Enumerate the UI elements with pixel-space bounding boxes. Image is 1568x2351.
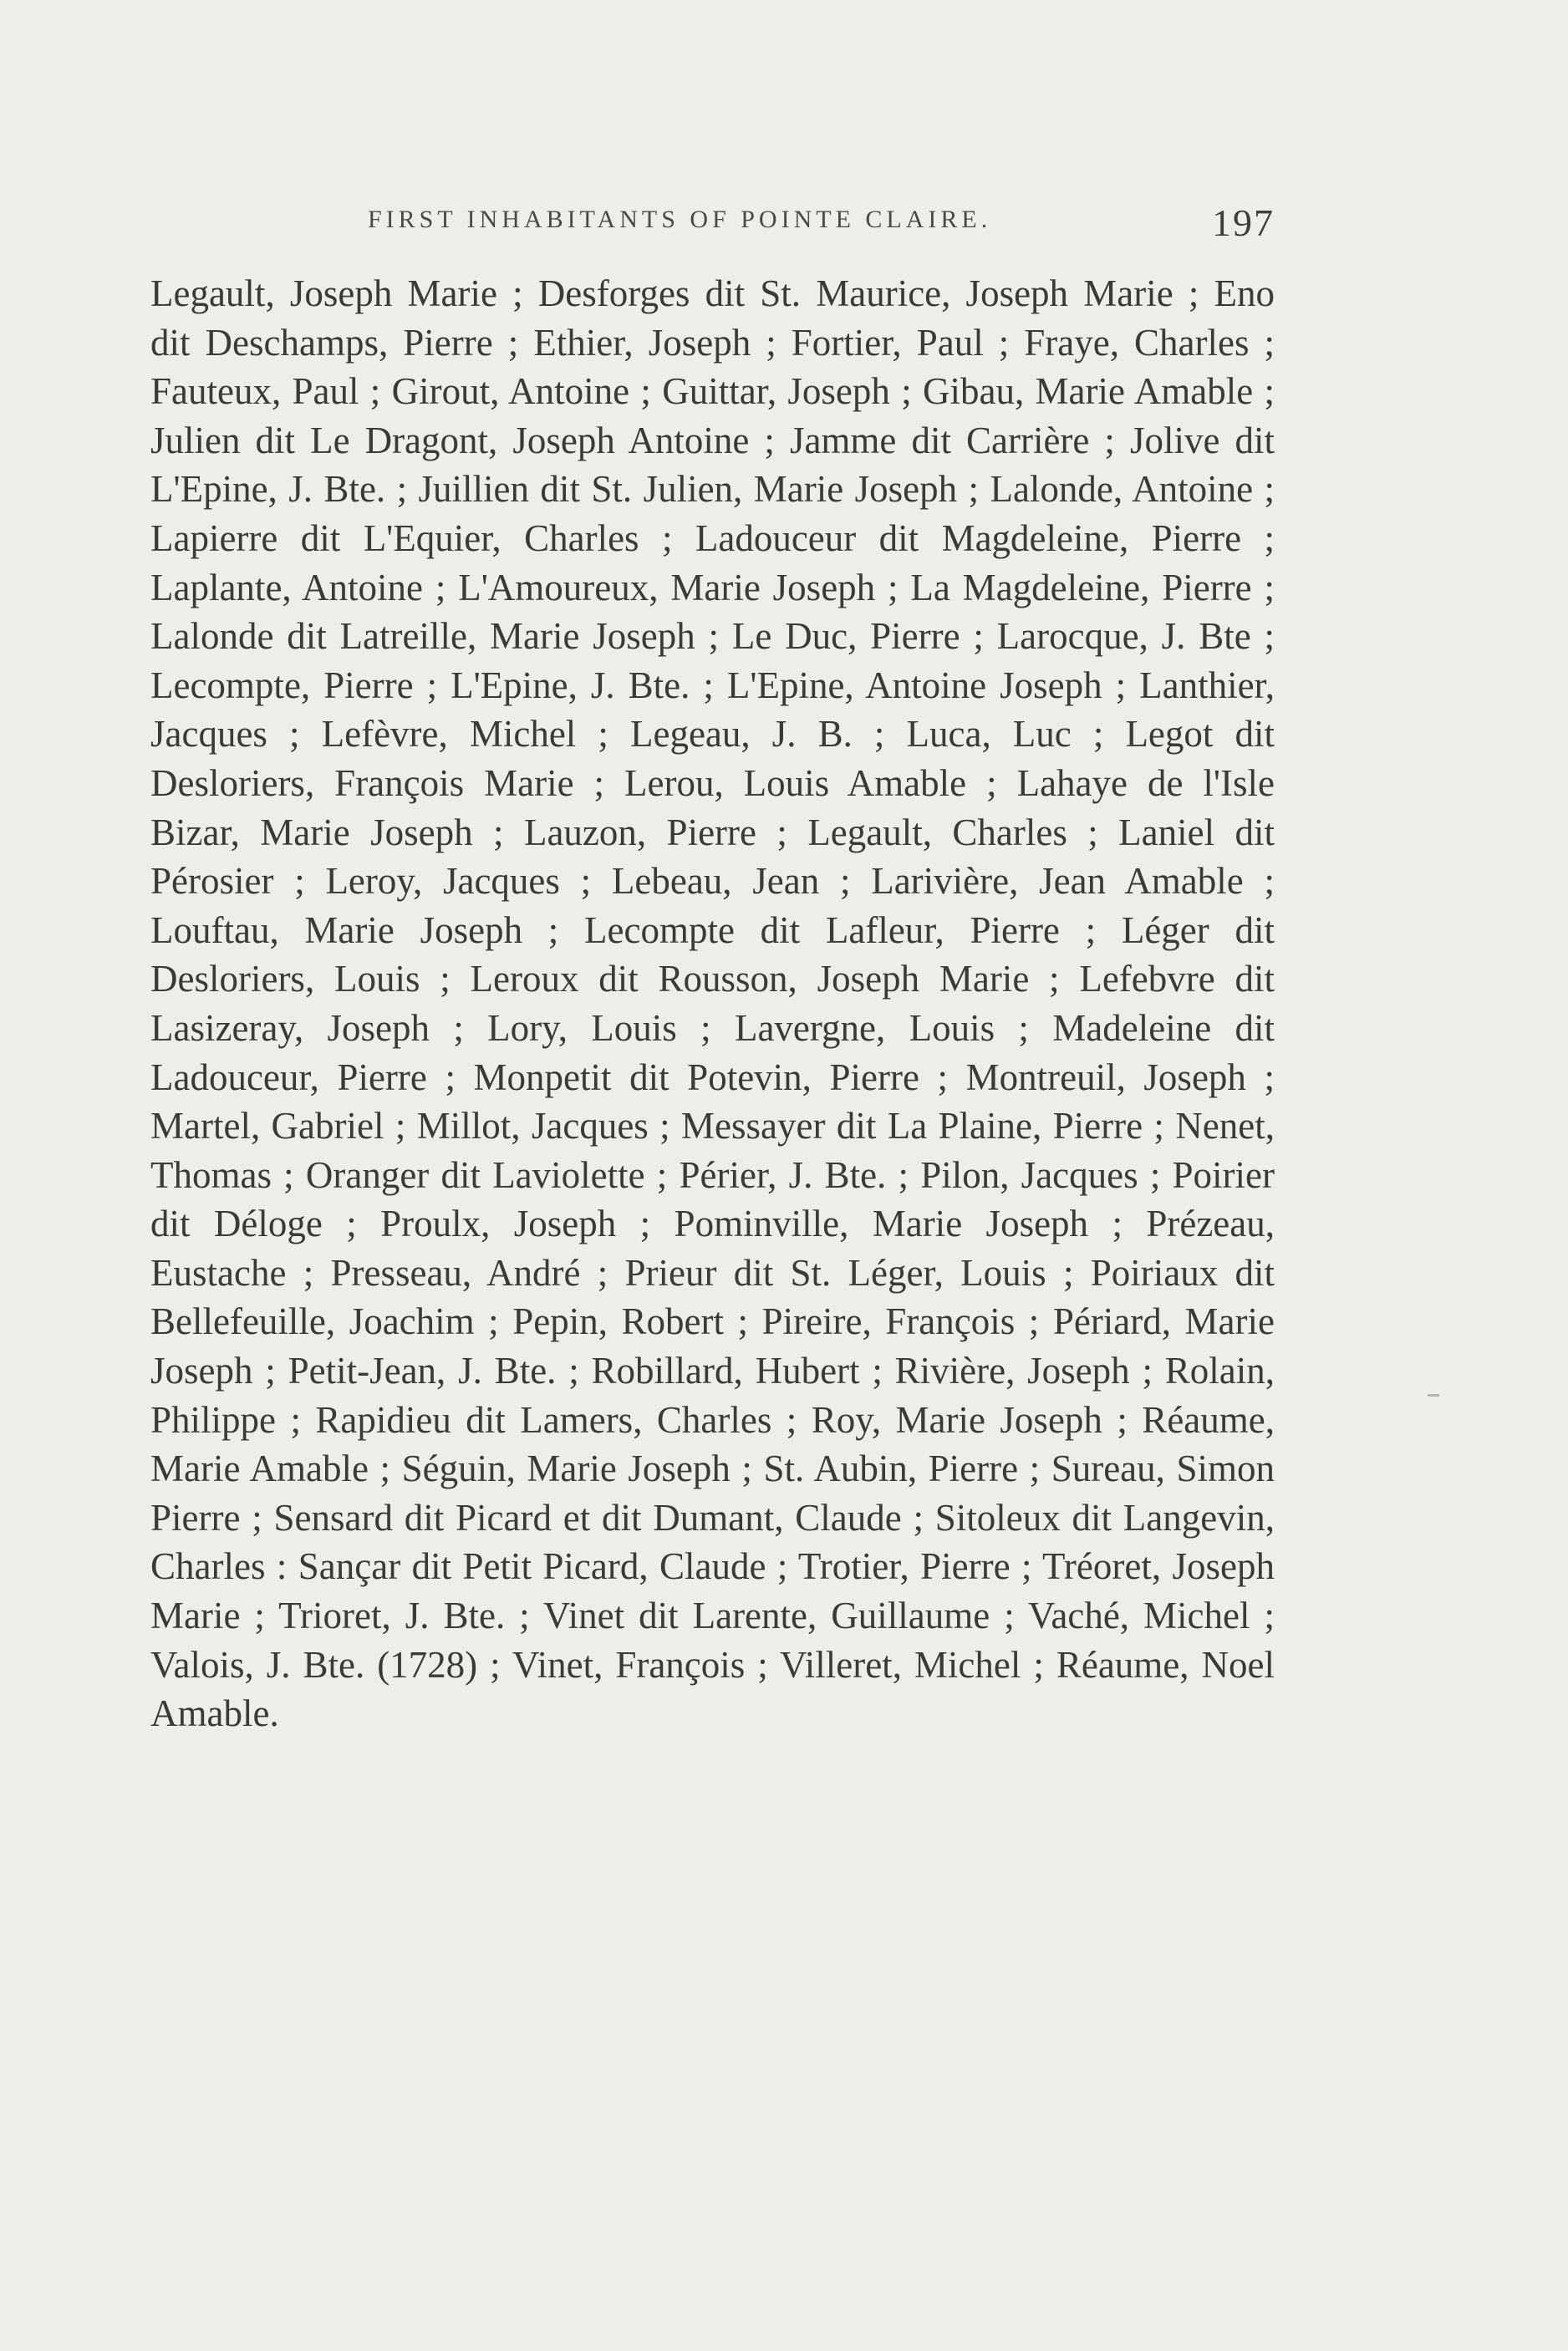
margin-mark — [1428, 1394, 1439, 1397]
body-paragraph: Legault, Joseph Marie ; Desforges dit St. Maurice, Joseph Marie ; Eno dit Deschamps, Pierre ; Ethier, Joseph ; Fortier, Paul ; Fraye, Charles ; Fauteux, Paul ; Girout, Antoine ; Guittar, Joseph ; Gibau, Marie Amable ; Julien dit Le Dragont, Joseph Antoine ; Jamme dit Carrière ; Jolive dit L'Epine, J. Bte. ; Juillien dit St. Julien, Marie Joseph ; Lalonde, Antoine ; Lapierre dit L'Equier, Charles ; Ladouceur dit Magdeleine, Pierre ; Laplante, Antoine ; L'Amoureux, Marie Joseph ; La Magdeleine, Pierre ; Lalonde dit Latreille, Marie Joseph ; Le Duc, Pierre ; Larocque, J. Bte ; Lecompte, Pierre ; L'Epine, J. Bte. ; L'Epine, Antoine Joseph ; Lanthier, Jacques ; Lefèvre, Michel ; Legeau, J. B. ; Luca, Luc ; Legot dit Desloriers, François Marie ; Lerou, Louis Amable ; Lahaye de l'Isle Bizar, Marie Joseph ; Lauzon, Pierre ; Legault, Charles ; Laniel dit Pérosier ; Leroy, Jacques ; Lebeau, Jean ; Larivière, Jean Amable ; Louftau, Marie Joseph ; Lecompte dit Lafleur, Pierre ; Léger dit Desloriers, Louis ; Leroux dit Rousson, Joseph Marie ; Lefebvre dit Lasizeray, Joseph ; Lory, Louis ; Lavergne, Louis ; Madeleine dit Ladouceur, Pierre ; Monpetit dit Potevin, Pierre ; Montreuil, Joseph ; Martel, Gabriel ; Millot, Jacques ; Messayer dit La Plaine, Pierre ; Nenet, Thomas ; Oranger dit Laviolette ; Périer, J. Bte. ; Pilon, Jacques ; Poirier dit Déloge ; Proulx, Joseph ; Pominville, Marie Joseph ; Prézeau, Eustache ; Presseau, André ; Prieur dit St. Léger, Louis ; Poiriaux dit Bellefeuille, Joachim ; Pepin, Robert ; Pireire, François ; Périard, Marie Joseph ; Petit-Jean, J. Bte. ; Robillard, Hubert ; Rivière, Joseph ; Rolain, Philippe ; Rapidieu dit Lamers, Charles ; Roy, Marie Joseph ; Réaume, Marie Amable ; Séguin, Marie Joseph ; St. Aubin, Pierre ; Sureau, Simon Pierre ; Sensard dit Picard et dit Dumant, Claude ; Sitoleux dit Langevin, Charles : Sançar dit Petit Picard, Claude ; Trotier, Pierre ; Tréoret, Joseph Marie ; Trioret, J. Bte. ; Vinet dit Larente, Guillaume ; Vaché, Michel ; Valois, J. Bte. (1728) ; Vinet, François ; Villeret, Michel ; Réaume, Noel Amable. — [150, 272, 1275, 1735]
running-title: FIRST INHABITANTS OF POINTE CLAIRE. — [368, 206, 992, 233]
running-head — [150, 201, 1275, 251]
page-number: 197 — [1212, 201, 1275, 244]
